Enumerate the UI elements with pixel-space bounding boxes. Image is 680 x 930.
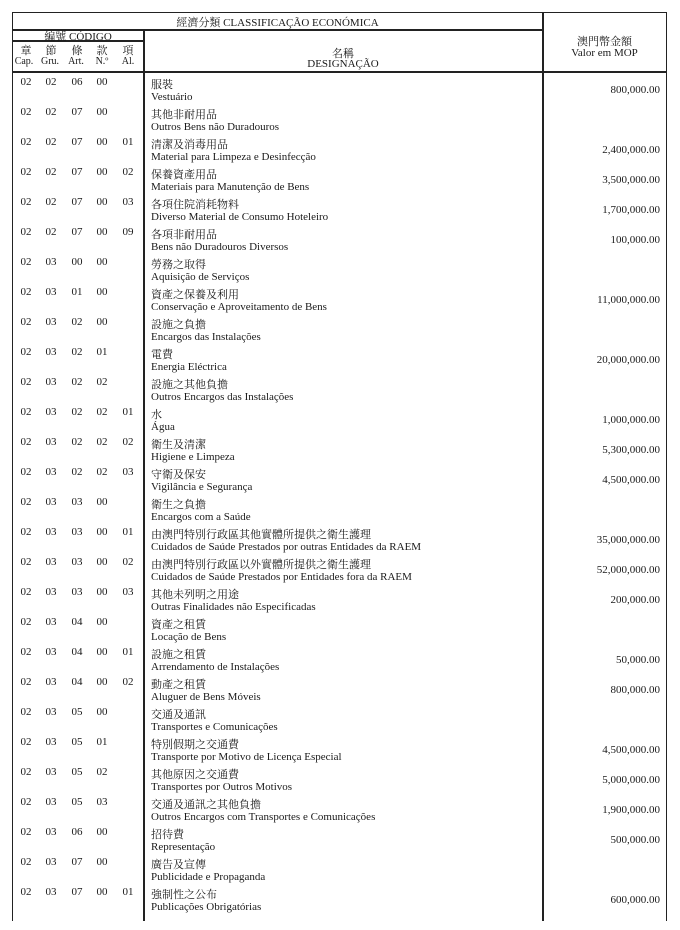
designation-pt: Energia Eléctrica — [151, 361, 227, 373]
table-row — [13, 614, 666, 644]
code-cell: 02 — [20, 586, 32, 598]
code-cell: 00 — [96, 646, 108, 658]
table-row — [13, 164, 666, 194]
code-cell: 03 — [45, 286, 57, 298]
value-cell: 1,000,000.00 — [602, 414, 660, 426]
code-cell: 03 — [45, 826, 57, 838]
code-cell: 01 — [96, 736, 108, 748]
code-cell: 00 — [96, 196, 108, 208]
code-col-pt: Cap. — [14, 56, 34, 67]
code-cell: 02 — [45, 136, 57, 148]
code-col-zh: 款 — [96, 45, 108, 57]
code-cell: 05 — [71, 796, 83, 808]
code-cell: 02 — [96, 376, 108, 388]
table-row — [13, 734, 666, 764]
code-col-pt: Gru. — [40, 56, 60, 67]
designation-zh: 交通及通訊之其他負擔 — [151, 799, 261, 811]
code-cell: 03 — [45, 526, 57, 538]
designation-pt: Transportes e Comunicações — [151, 721, 278, 733]
table-row — [13, 584, 666, 614]
designation-zh: 強制性之公布 — [151, 889, 217, 901]
designation-pt-heading: DESIGNAÇÃO — [307, 58, 379, 70]
code-cell: 07 — [71, 856, 83, 868]
code-cell: 03 — [45, 376, 57, 388]
value-cell: 35,000,000.00 — [596, 534, 660, 546]
designation-pt: Materiais para Manutenção de Bens — [151, 181, 310, 193]
code-cell: 02 — [20, 346, 32, 358]
code-cell: 03 — [122, 466, 134, 478]
designation-pt: Outros Encargos com Transportes e Comunicações — [151, 811, 376, 823]
code-cell: 02 — [45, 76, 57, 88]
designation-zh: 廣告及宣傳 — [151, 859, 206, 871]
code-cell: 03 — [45, 346, 57, 358]
code-col-pt: Art. — [68, 56, 84, 67]
code-cell: 02 — [20, 886, 32, 898]
code-cell: 07 — [71, 196, 83, 208]
code-cell: 02 — [20, 826, 32, 838]
value-cell: 1,700,000.00 — [602, 204, 660, 216]
code-cell: 03 — [45, 436, 57, 448]
code-cell: 06 — [71, 826, 83, 838]
code-cell: 02 — [45, 196, 57, 208]
table-row — [13, 674, 666, 704]
value-cell: 20,000,000.00 — [596, 354, 660, 366]
table-row — [13, 554, 666, 584]
code-cell: 00 — [96, 826, 108, 838]
table-row — [13, 854, 666, 884]
code-cell: 03 — [45, 676, 57, 688]
code-cell: 03 — [122, 196, 134, 208]
code-cell: 03 — [45, 646, 57, 658]
value-cell: 600,000.00 — [610, 894, 660, 906]
code-cell: 00 — [96, 256, 108, 268]
code-cell: 02 — [20, 76, 32, 88]
code-cell: 02 — [20, 256, 32, 268]
code-cell: 00 — [96, 136, 108, 148]
designation-pt: Conservação e Aproveitamento de Bens — [151, 301, 327, 313]
table-row — [13, 314, 666, 344]
code-cell: 02 — [20, 856, 32, 868]
value-cell: 3,500,000.00 — [602, 174, 660, 186]
code-cell: 01 — [96, 346, 108, 358]
code-cell: 05 — [71, 706, 83, 718]
designation-pt: Publicidade e Propaganda — [151, 871, 266, 883]
code-cell: 00 — [96, 706, 108, 718]
designation-zh: 由澳門特別行政區其他實體所提供之衛生護理 — [151, 529, 371, 541]
designation-zh: 其他原因之交通費 — [151, 769, 239, 781]
value-pt-heading: Valor em MOP — [571, 47, 638, 59]
code-cell: 03 — [71, 496, 83, 508]
designation-pt: Outros Bens não Duradouros — [151, 121, 280, 133]
table-row — [13, 884, 666, 914]
code-cell: 00 — [96, 76, 108, 88]
code-cell: 00 — [96, 106, 108, 118]
code-cell: 04 — [71, 676, 83, 688]
code-cell: 03 — [45, 766, 57, 778]
code-cell: 02 — [20, 496, 32, 508]
code-cell: 01 — [122, 526, 134, 538]
table-row — [13, 104, 666, 134]
value-zh-heading: 澳門幣金額 — [577, 36, 632, 48]
value-cell: 800,000.00 — [610, 84, 660, 96]
table-row — [13, 704, 666, 734]
code-col-zh: 章 — [20, 45, 32, 57]
code-cell: 02 — [20, 136, 32, 148]
designation-zh: 清潔及消毒用品 — [151, 139, 228, 151]
code-cell: 00 — [96, 676, 108, 688]
table-row — [13, 494, 666, 524]
code-cell: 01 — [71, 286, 83, 298]
code-cell: 02 — [122, 166, 134, 178]
designation-zh: 各項非耐用品 — [151, 229, 217, 241]
code-cell: 02 — [20, 196, 32, 208]
code-col-pt: N.º — [95, 56, 109, 67]
designation-pt: Representação — [151, 841, 216, 853]
value-cell: 500,000.00 — [610, 834, 660, 846]
value-cell: 5,000,000.00 — [602, 774, 660, 786]
code-cell: 02 — [71, 466, 83, 478]
code-cell: 03 — [45, 496, 57, 508]
code-cell: 02 — [20, 796, 32, 808]
code-cell: 02 — [20, 526, 32, 538]
designation-zh: 動產之租賃 — [151, 679, 206, 691]
table-row — [13, 344, 666, 374]
designation-pt: Aquisição de Serviços — [151, 271, 250, 283]
code-cell: 01 — [122, 646, 134, 658]
value-cell: 5,300,000.00 — [602, 444, 660, 456]
code-cell: 02 — [20, 376, 32, 388]
code-cell: 02 — [20, 166, 32, 178]
designation-zh: 水 — [151, 409, 162, 421]
designation-pt: Transporte por Motivo de Licença Especial — [151, 751, 342, 763]
table-row — [13, 224, 666, 254]
designation-zh: 其他非耐用品 — [151, 109, 217, 121]
designation-pt: Locação de Bens — [151, 631, 227, 643]
designation-pt: Publicações Obrigatórias — [151, 901, 262, 913]
code-cell: 02 — [20, 616, 32, 628]
table-row — [13, 434, 666, 464]
code-cell: 02 — [20, 736, 32, 748]
designation-pt: Higiene e Limpeza — [151, 451, 235, 463]
code-cell: 02 — [122, 556, 134, 568]
value-cell: 100,000.00 — [610, 234, 660, 246]
value-cell: 11,000,000.00 — [597, 294, 660, 306]
code-cell: 04 — [71, 646, 83, 658]
code-col-pt: Al. — [121, 56, 135, 67]
code-cell: 03 — [45, 316, 57, 328]
code-cell: 03 — [45, 466, 57, 478]
code-col-zh: 項 — [122, 45, 134, 57]
designation-zh: 衛生之負擔 — [151, 499, 206, 511]
designation-zh: 勞務之取得 — [151, 259, 206, 271]
designation-zh: 交通及通訊 — [151, 709, 206, 721]
code-cell: 00 — [96, 316, 108, 328]
designation-zh: 招待費 — [151, 829, 184, 841]
code-cell: 01 — [122, 406, 134, 418]
code-cell: 03 — [45, 256, 57, 268]
code-cell: 02 — [20, 406, 32, 418]
code-cell: 00 — [96, 526, 108, 538]
code-cell: 02 — [45, 166, 57, 178]
value-cell: 200,000.00 — [610, 594, 660, 606]
code-cell: 09 — [122, 226, 134, 238]
code-cell: 02 — [96, 766, 108, 778]
code-cell: 02 — [20, 466, 32, 478]
value-cell: 2,400,000.00 — [602, 144, 660, 156]
code-cell: 02 — [20, 556, 32, 568]
table-row — [13, 644, 666, 674]
code-cell: 02 — [71, 346, 83, 358]
code-cell: 02 — [122, 436, 134, 448]
designation-pt: Cuidados de Saúde Prestados por outras Entidades da RAEM — [151, 541, 422, 553]
divider — [13, 71, 666, 73]
code-cell: 03 — [96, 796, 108, 808]
code-cell: 07 — [71, 166, 83, 178]
designation-pt: Encargos das Instalações — [151, 331, 261, 343]
code-cell: 07 — [71, 106, 83, 118]
code-cell: 02 — [96, 466, 108, 478]
code-cell: 03 — [45, 736, 57, 748]
table-row — [13, 524, 666, 554]
code-cell: 02 — [20, 766, 32, 778]
code-cell: 00 — [96, 586, 108, 598]
value-cell: 4,500,000.00 — [602, 474, 660, 486]
designation-zh: 保養資產用品 — [151, 169, 217, 181]
designation-zh: 特別假期之交通費 — [151, 739, 239, 751]
code-cell: 03 — [45, 406, 57, 418]
table-row — [13, 764, 666, 794]
code-cell: 00 — [96, 886, 108, 898]
table-row — [13, 254, 666, 284]
code-cell: 03 — [45, 586, 57, 598]
codigo-heading: 編號 CÓDIGO — [44, 31, 112, 43]
designation-zh: 由澳門特別行政區以外實體所提供之衛生護理 — [151, 559, 371, 571]
designation-zh: 設施之負擔 — [151, 319, 206, 331]
designation-pt: Cuidados de Saúde Prestados por Entidades fora da RAEM — [151, 571, 412, 583]
code-cell: 03 — [45, 796, 57, 808]
code-cell: 01 — [122, 136, 134, 148]
code-col-zh: 條 — [71, 45, 83, 57]
table-row — [13, 74, 666, 104]
code-cell: 00 — [96, 286, 108, 298]
code-cell: 04 — [71, 616, 83, 628]
code-cell: 05 — [71, 766, 83, 778]
value-cell: 52,000,000.00 — [596, 564, 660, 576]
code-cell: 00 — [96, 856, 108, 868]
designation-zh: 設施之其他負擔 — [151, 379, 228, 391]
designation-pt: Outras Finalidades não Especificadas — [151, 601, 316, 613]
code-cell: 02 — [122, 676, 134, 688]
code-cell: 00 — [96, 616, 108, 628]
table-row — [13, 794, 666, 824]
code-cell: 07 — [71, 226, 83, 238]
code-cell: 02 — [45, 226, 57, 238]
code-cell: 02 — [96, 406, 108, 418]
designation-pt: Material para Limpeza e Desinfecção — [151, 151, 316, 163]
designation-zh: 資產之租賃 — [151, 619, 206, 631]
code-cell: 02 — [96, 436, 108, 448]
code-cell: 02 — [20, 286, 32, 298]
designation-pt: Água — [151, 421, 175, 433]
code-cell: 00 — [71, 256, 83, 268]
classification-heading: 經濟分類 CLASSIFICAÇÃO ECONÓMICA — [176, 17, 379, 29]
code-cell: 02 — [20, 646, 32, 658]
table-row — [13, 284, 666, 314]
designation-zh-heading: 名稱 — [332, 48, 354, 60]
designation-zh: 衛生及清潔 — [151, 439, 206, 451]
table-row — [13, 374, 666, 404]
table-row — [13, 134, 666, 164]
code-cell: 02 — [45, 106, 57, 118]
value-cell: 1,900,000.00 — [602, 804, 660, 816]
code-cell: 02 — [20, 316, 32, 328]
code-cell: 05 — [71, 736, 83, 748]
code-cell: 02 — [71, 406, 83, 418]
table-row — [13, 404, 666, 434]
designation-zh: 其他未列明之用途 — [151, 589, 239, 601]
code-cell: 01 — [122, 886, 134, 898]
code-cell: 03 — [45, 706, 57, 718]
table-row — [13, 194, 666, 224]
code-cell: 02 — [20, 106, 32, 118]
code-cell: 02 — [71, 436, 83, 448]
designation-zh: 設施之租賃 — [151, 649, 206, 661]
code-cell: 03 — [122, 586, 134, 598]
designation-pt: Transportes por Outros Motivos — [151, 781, 293, 793]
code-cell: 02 — [71, 316, 83, 328]
budget-table — [12, 12, 667, 921]
code-cell: 02 — [71, 376, 83, 388]
code-cell: 03 — [45, 886, 57, 898]
code-cell: 03 — [45, 556, 57, 568]
designation-pt: Aluguer de Bens Móveis — [151, 691, 261, 703]
designation-pt: Arrendamento de Instalações — [151, 661, 280, 673]
value-cell: 50,000.00 — [616, 654, 660, 666]
code-cell: 00 — [96, 166, 108, 178]
code-cell: 06 — [71, 76, 83, 88]
designation-pt: Bens não Duradouros Diversos — [151, 241, 289, 253]
code-cell: 02 — [20, 676, 32, 688]
table-row — [13, 464, 666, 494]
code-cell: 00 — [96, 226, 108, 238]
value-cell: 4,500,000.00 — [602, 744, 660, 756]
code-cell: 03 — [71, 556, 83, 568]
value-cell: 800,000.00 — [610, 684, 660, 696]
code-cell: 02 — [20, 436, 32, 448]
code-cell: 07 — [71, 136, 83, 148]
designation-pt: Diverso Material de Consumo Hoteleiro — [151, 211, 329, 223]
code-cell: 03 — [71, 526, 83, 538]
code-cell: 03 — [45, 856, 57, 868]
code-cell: 00 — [96, 496, 108, 508]
code-cell: 00 — [96, 556, 108, 568]
designation-pt: Vestuário — [151, 91, 193, 103]
designation-pt: Vigilância e Segurança — [151, 481, 253, 493]
code-cell: 03 — [45, 616, 57, 628]
code-cell: 03 — [71, 586, 83, 598]
designation-zh: 守衛及保安 — [151, 469, 206, 481]
code-col-zh: 節 — [45, 45, 57, 57]
code-cell: 07 — [71, 886, 83, 898]
code-cell: 02 — [20, 706, 32, 718]
designation-pt: Outros Encargos das Instalações — [151, 391, 294, 403]
designation-pt: Encargos com a Saúde — [151, 511, 251, 523]
designation-zh: 各項住院消耗物料 — [151, 199, 239, 211]
code-cell: 02 — [20, 226, 32, 238]
designation-zh: 服裝 — [151, 79, 173, 91]
designation-zh: 資產之保養及利用 — [151, 289, 239, 301]
designation-zh: 電費 — [151, 349, 173, 361]
table-row — [13, 824, 666, 854]
